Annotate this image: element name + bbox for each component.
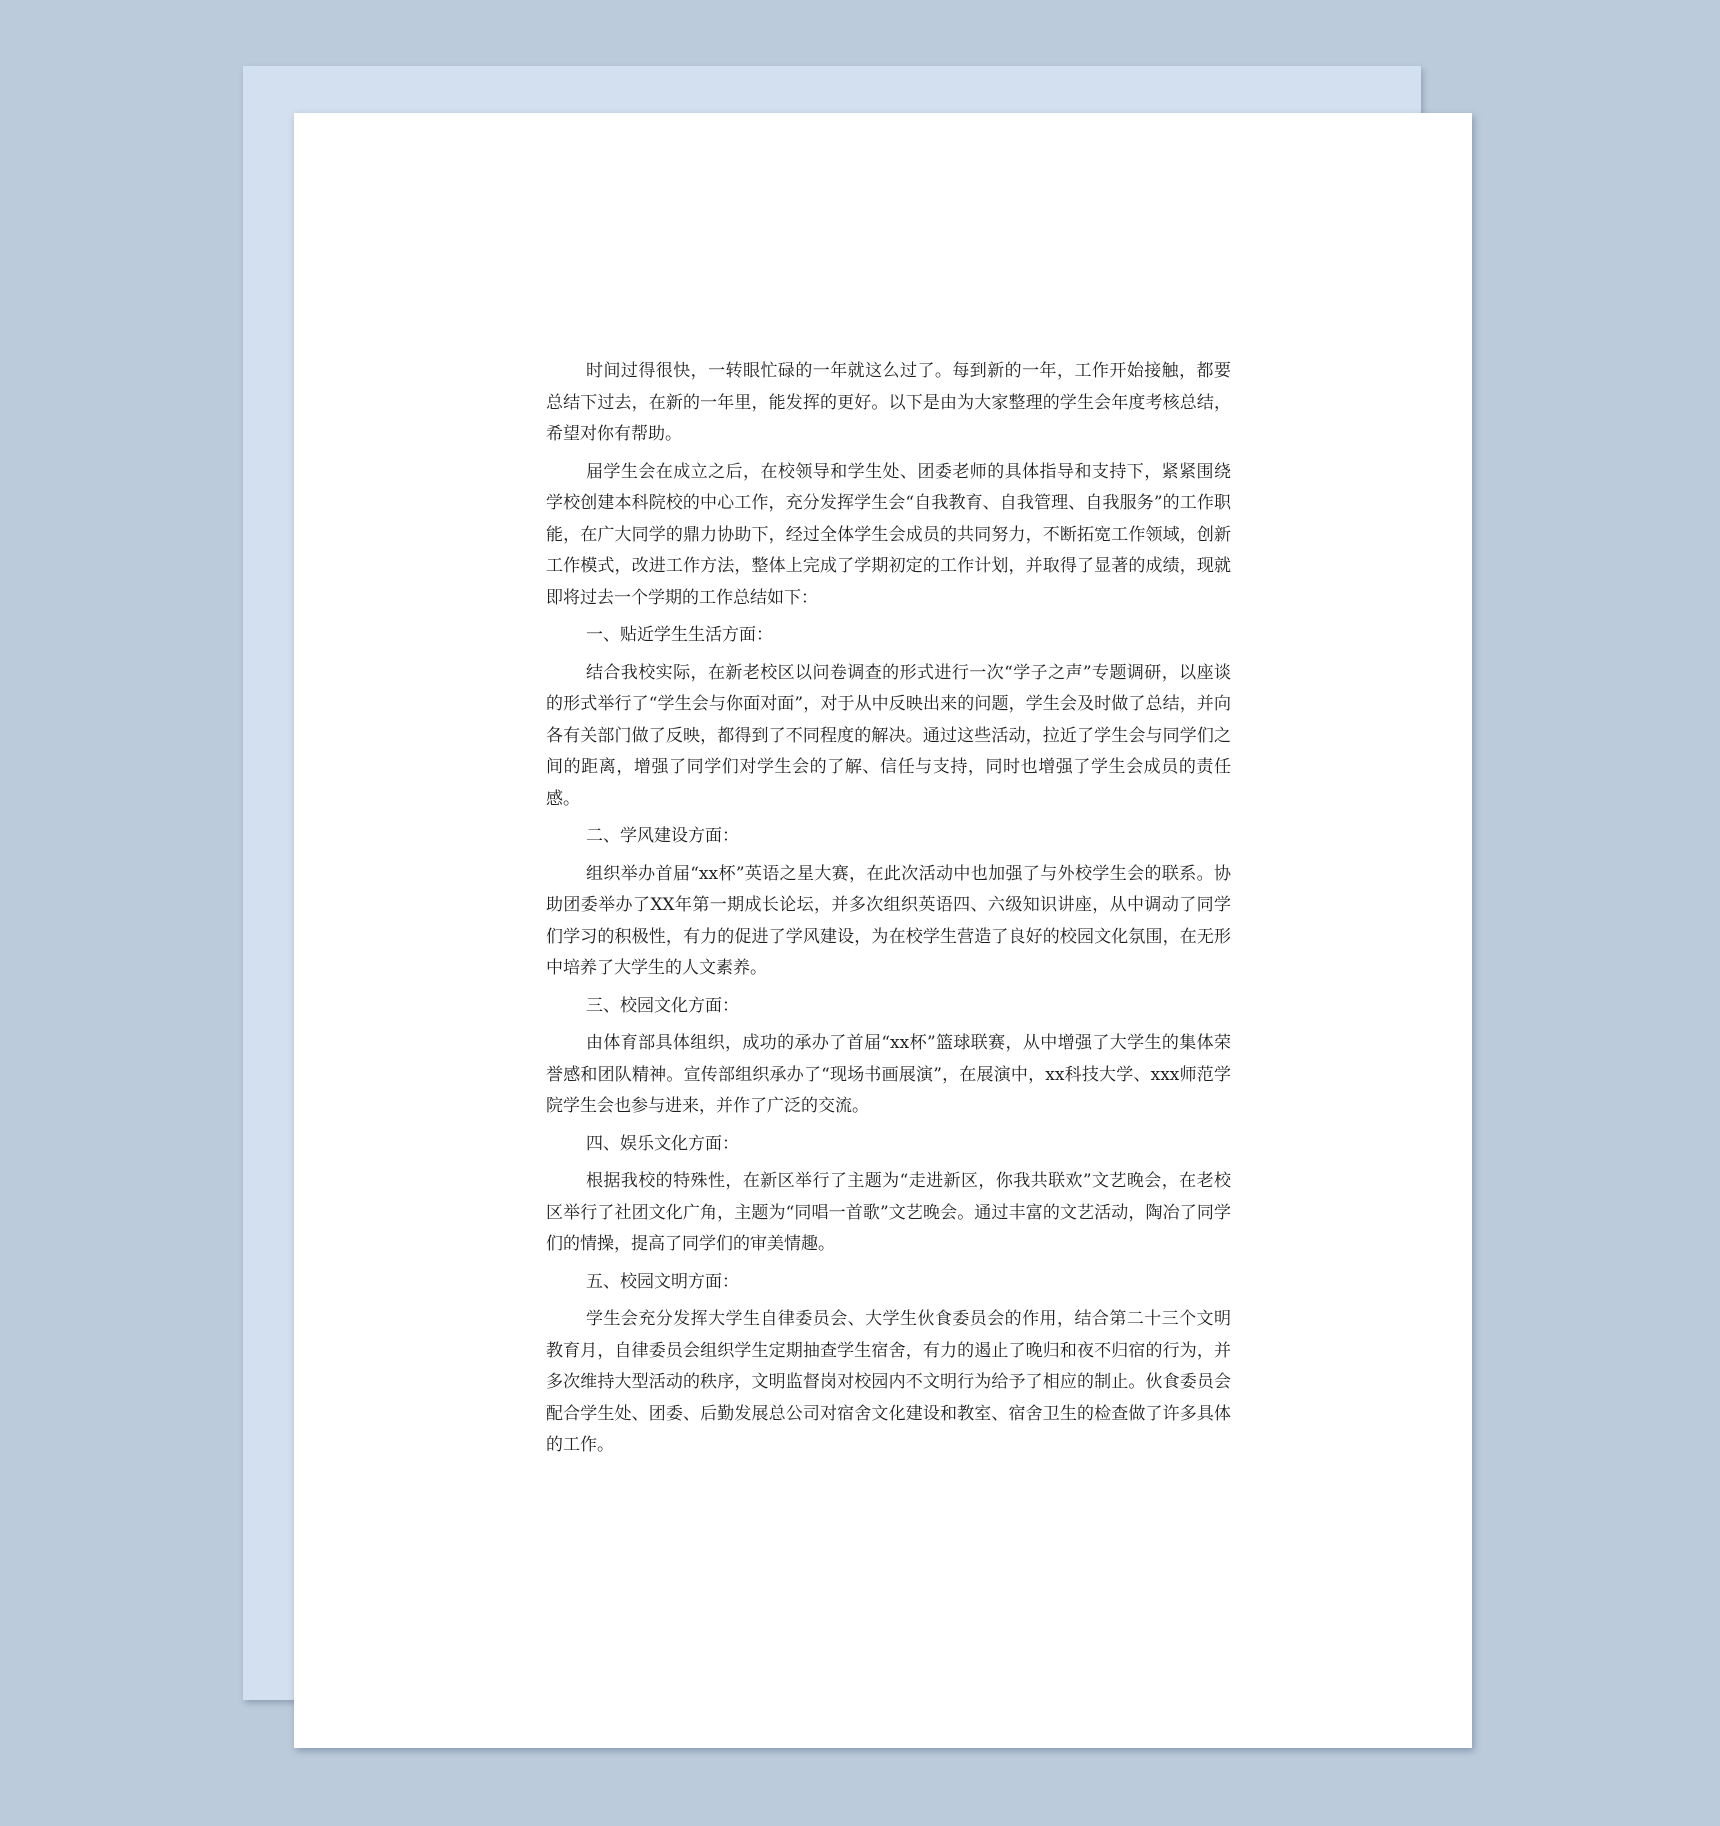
paragraph-intro: 时间过得很快，一转眼忙碌的一年就这么过了。每到新的一年，工作开始接触，都要总结下过去，在新的一年里，能发挥的更好。以下是由为大家整理的学生会年度考核总结，希望对你有帮助。	[546, 361, 1231, 444]
document-page	[294, 113, 1472, 1748]
section-heading-study-style: 二、学风建设方面：	[586, 826, 739, 846]
section-heading-student-life: 一、贴近学生生活方面：	[586, 625, 773, 645]
paragraph-campus-culture: 由体育部具体组织，成功的承办了首届“xx杯”篮球联赛，从中增强了大学生的集体荣誉感和团队精神。宣传部组织承办了“现场书画展演”，在展演中，xx科技大学、xxx师范学院学生会也参与进来，并作了广泛的交流。	[546, 1033, 1231, 1116]
paragraph-entertainment: 根据我校的特殊性，在新区举行了主题为“走进新区，你我共联欢”文艺晚会，在老校区举行了社团文化广角，主题为“同唱一首歌”文艺晚会。通过丰富的文艺活动，陶冶了同学们的情操，提高了同学们的审美情趣。	[546, 1171, 1231, 1254]
paragraph-civility: 学生会充分发挥大学生自律委员会、大学生伙食委员会的作用，结合第二十三个文明教育月，自律委员会组织学生定期抽查学生宿舍，有力的遏止了晚归和夜不归宿的行为，并多次维持大型活动的秩序，文明监督岗对校园内不文明行为给予了相应的制止。伙食委员会配合学生处、团委、后勤发展总公司对宿舍文化建设和教室、宿舍卫生的检查做了许多具体的工作。	[546, 1309, 1231, 1455]
document-body	[546, 356, 1231, 1468]
paragraph-overview: 届学生会在成立之后，在校领导和学生处、团委老师的具体指导和支持下，紧紧围绕学校创建本科院校的中心工作，充分发挥学生会“自我教育、自我管理、自我服务”的工作职能，在广大同学的鼎力协助下，经过全体学生会成员的共同努力，不断拓宽工作领域，创新工作模式，改进工作方法，整体上完成了学期初定的工作计划，并取得了显著的成绩，现就即将过去一个学期的工作总结如下：	[546, 461, 1231, 608]
section-heading-civility: 五、校园文明方面：	[586, 1271, 739, 1292]
paragraph-student-life: 结合我校实际，在新老校区以问卷调查的形式进行一次“学子之声”专题调研，以座谈的形式举行了“学生会与你面对面”，对于从中反映出来的问题，学生会及时做了总结，并向各有关部门做了反映，都得到了不同程度的解决。通过这些活动，拉近了学生会与同学们之间的距离，增强了同学们对学生会的了解、信任与支持，同时也增强了学生会成员的责任感。	[546, 662, 1231, 809]
paragraph-study-style: 组织举办首届“xx杯”英语之星大赛，在此次活动中也加强了与外校学生会的联系。协助团委举办了XX年第一期成长论坛，并多次组织英语四、六级知识讲座，从中调动了同学们学习的积极性，有力的促进了学风建设，为在校学生营造了良好的校园文化氛围，在无形中培养了大学生的人文素养。	[546, 863, 1231, 978]
section-heading-campus-culture: 三、校园文化方面：	[586, 995, 739, 1016]
section-heading-entertainment: 四、娱乐文化方面：	[586, 1133, 739, 1154]
